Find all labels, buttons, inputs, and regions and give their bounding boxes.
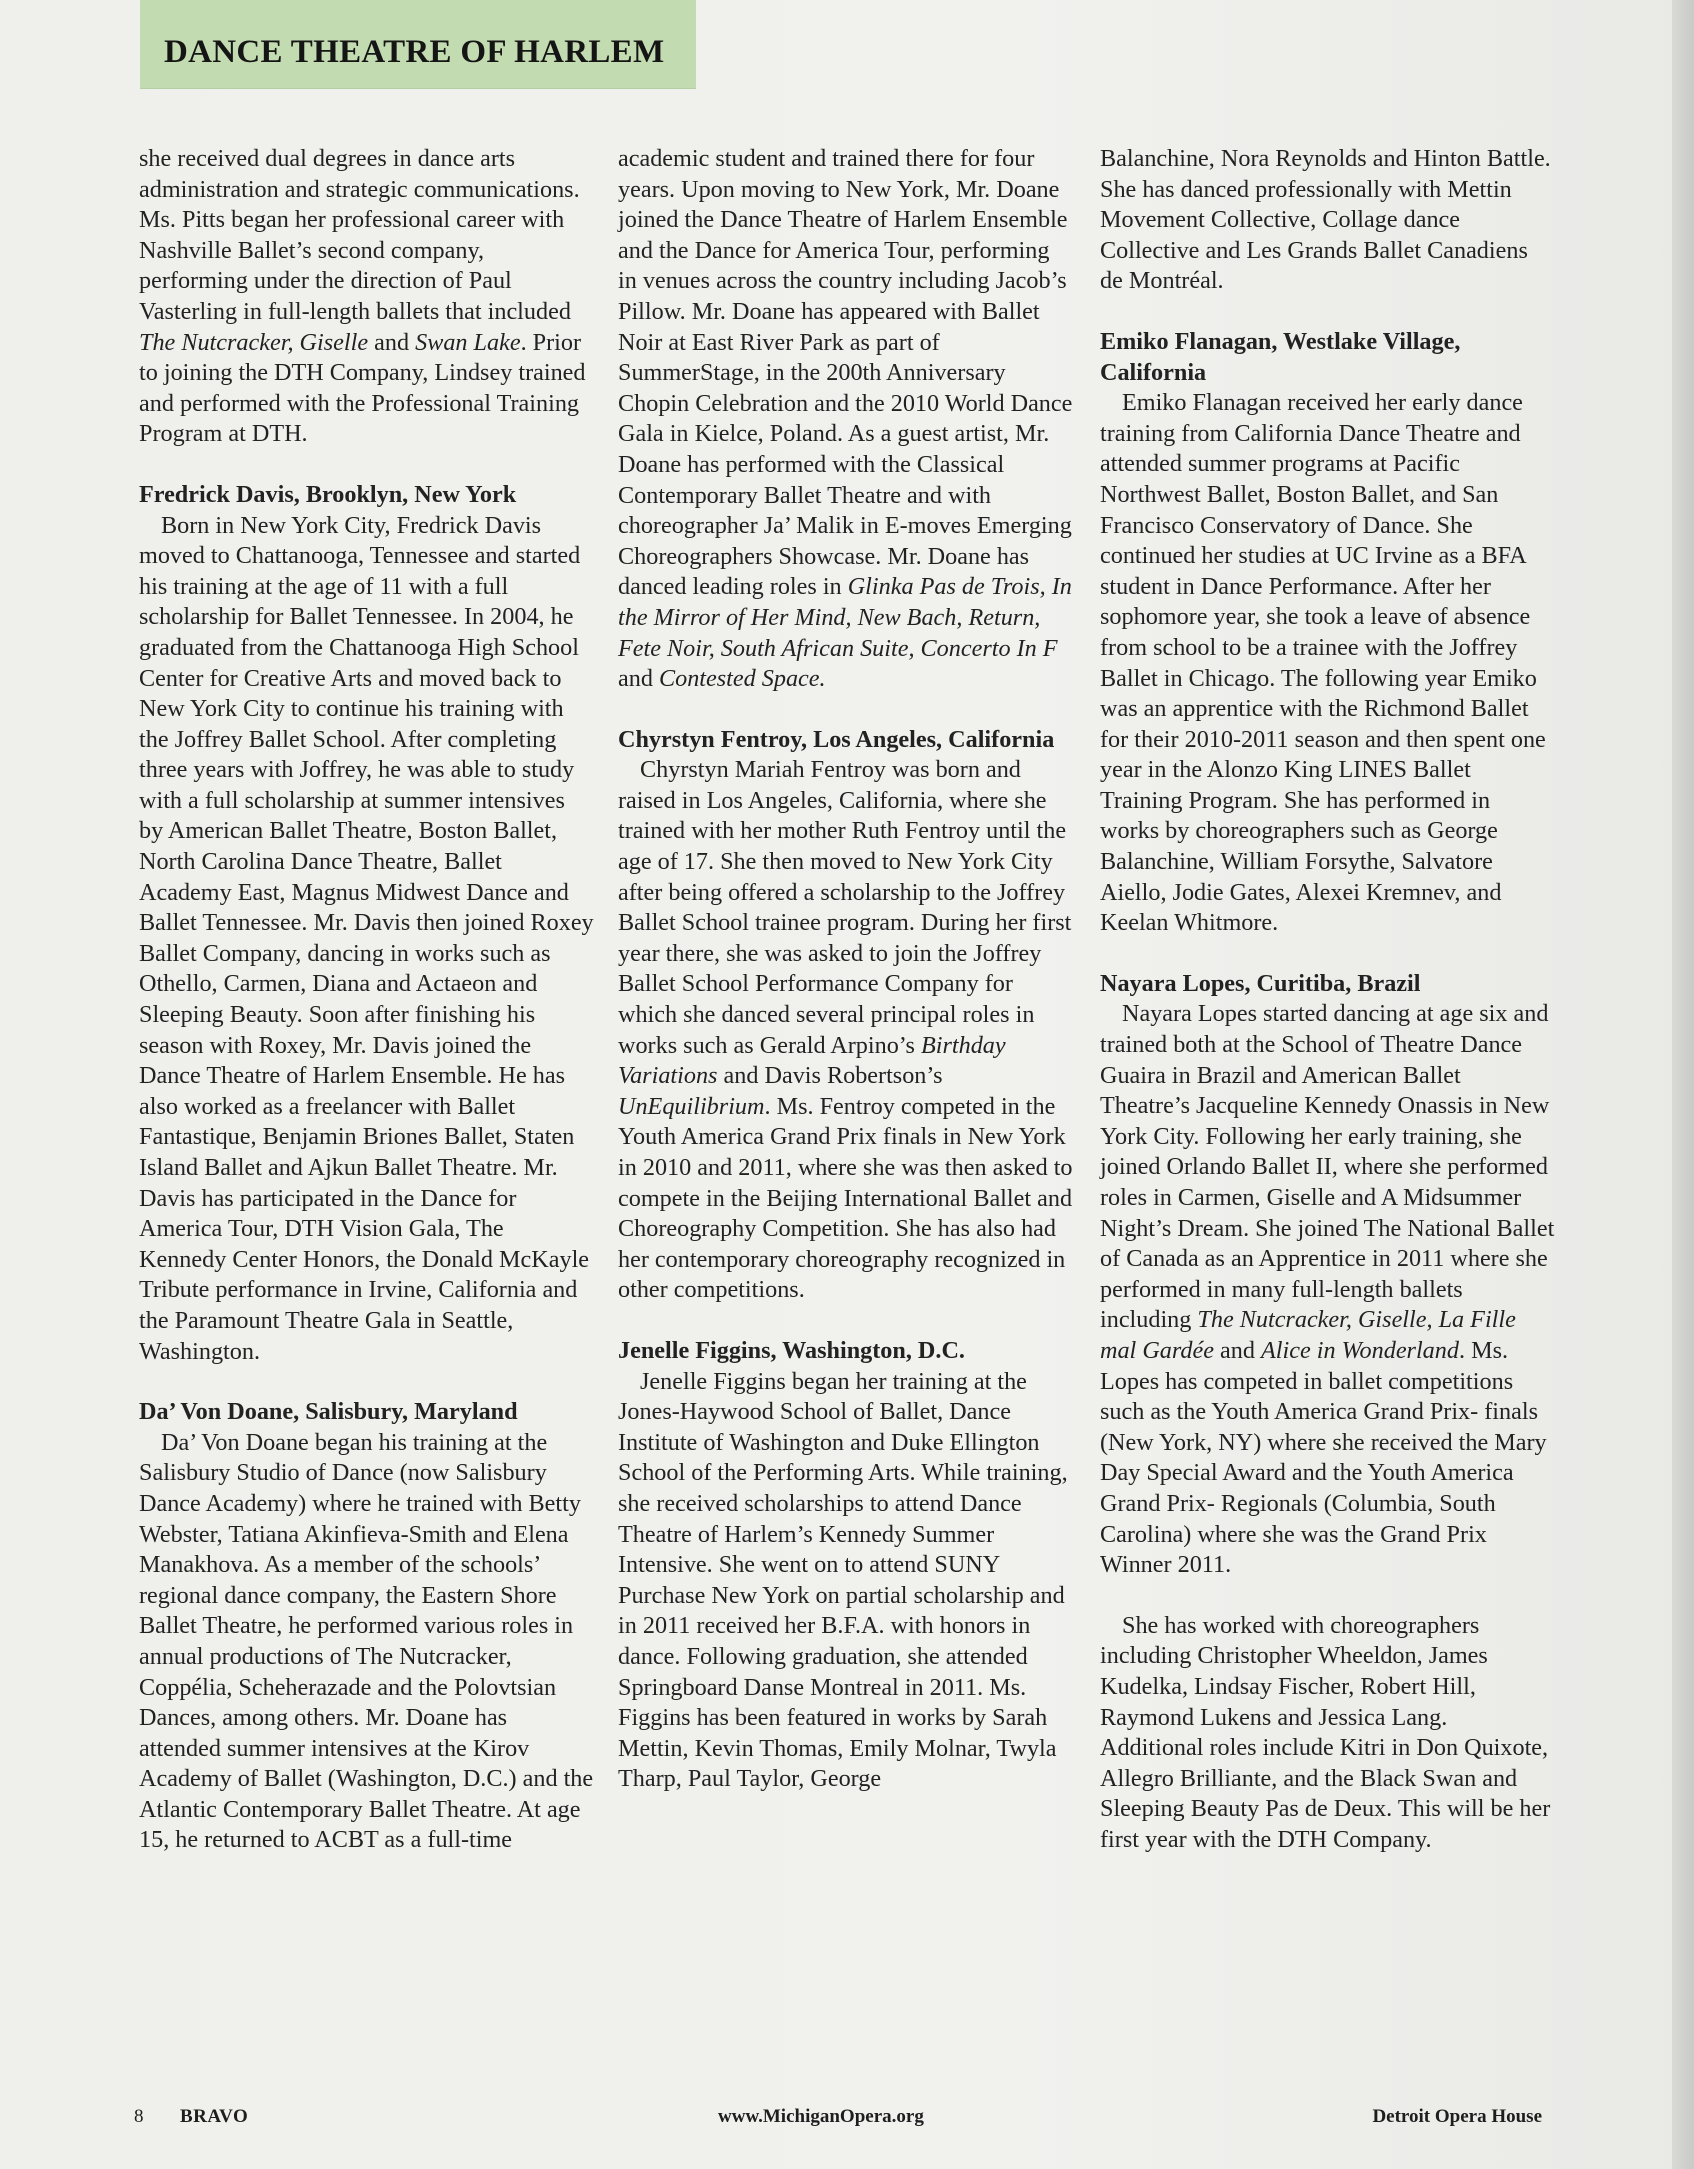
dancer-heading-lopes: Nayara Lopes, Curitiba, Brazil — [1100, 969, 1421, 997]
ballet-title: Swan Lake — [415, 328, 521, 356]
ballet-title: UnEquilibrium — [618, 1092, 765, 1120]
text: Chyrstyn Mariah Fentroy was born and raised in Los Angeles, California, where she trained with her mother Ruth Fentroy until the age of 17. She then moved to New York City after being offered a scholarship to the Joffrey Ballet School trainee program. During her first year there, she was asked to join the Joffrey Ballet School Performance Company for which she danced several principal roles in works such as Gerald Arpino’s — [618, 756, 1072, 1059]
ballet-title: Contested Space. — [658, 665, 826, 693]
text: . Ms. Fentroy competed in the Youth America Grand Prix finals in New York in 2010 and 2011, where she was then asked to compete in the Beijing International Ballet and Choreography Competition. She has also had her contemporary choreography recognized in other competitions. — [618, 1092, 1073, 1304]
ballet-title: Birthday Variations — [618, 1031, 1006, 1090]
text: . Prior to joining the DTH Company, Lindsey trained and performed with the Professional Training Program at DTH. — [139, 328, 586, 448]
section-title: DANCE THEATRE OF HARLEM — [164, 34, 665, 70]
ballet-title: The Nutcracker, Giselle — [139, 328, 369, 356]
flanagan-bio: Emiko Flanagan received her early dance training from California Dance Theatre and attended summer programs at Pacific Northwest Ballet, Boston Ballet, and San Francisco Conservatory of Dance. She continued her studies at UC Irvine as a BFA student in Dance Performance. After her sophomore year, she took a leave of absence from school to be a trainee with the Joffrey Ballet in Chicago. The following year Emiko was an apprentice with the Richmond Ballet for their 2010-2011 season and then spent one year in the Alonzo King LINES Ballet Training Program. She has performed in works by choreographers such as George Balanchine, William Forsythe, Salvatore Aiello, Jodie Gates, Alexei Kremnev, and Keelan Whitmore. — [1100, 389, 1546, 937]
venue-name: Detroit Opera House — [1372, 2106, 1542, 2127]
dancer-heading-fentroy: Chyrstyn Fentroy, Los Angeles, California — [618, 725, 1055, 753]
lopes-bio — [1100, 999, 1555, 1580]
column-3 — [1100, 144, 1555, 1855]
dancer-heading-figgins: Jenelle Figgins, Washington, D.C. — [618, 1336, 965, 1364]
text: and — [618, 665, 659, 693]
figgins-bio-continued: Balanchine, Nora Reynolds and Hinton Battle. She has danced professionally with Mettin Movement Collective, Collage dance Collective and Les Grands Ballet Canadiens de Montréal. — [1100, 145, 1551, 295]
text: and — [1213, 1336, 1262, 1364]
text: she received dual degrees in dance arts administration and strategic communications. Ms. Pitts began her professional career with Nashville Ballet’s second company, performing under the direction of Paul Vasterling in full-length ballets that included — [139, 145, 580, 325]
text: and Davis Robertson’s — [717, 1062, 943, 1090]
ballet-title: Alice in Wonderland — [1261, 1336, 1459, 1364]
davis-bio: Born in New York City, Fredrick Davis moved to Chattanooga, Tennessee and started his training at the age of 11 with a full scholarship for Ballet Tennessee. In 2004, he graduated from the Chattanooga High School Center for Creative Arts and moved back to New York City to continue his training with the Joffrey Ballet School. After completing three years with Joffrey, he was able to study with a full scholarship at summer intensives by American Ballet Theatre, Boston Ballet, North Carolina Dance Theatre, Ballet Academy East, Magnus Midwest Dance and Ballet Tennessee. Mr. Davis then joined Roxey Ballet Company, dancing in works such as Othello, Carmen, Diana and Actaeon and Sleeping Beauty. Soon after finishing his season with Roxey, Mr. Davis joined the Dance Theatre of Harlem Ensemble. He has also worked as a freelancer with Ballet Fantastique, Benjamin Briones Ballet, Staten Island Ballet and Ajkun Ballet Theatre. Mr. Davis has participated in the Dance for America Tour, DTH Vision Gala, The Kennedy Center Honors, the Donald McKayle Tribute performance in Irvine, California and the Paramount Theatre Gala in Seattle, Washington. — [139, 511, 594, 1365]
lopes-bio-2: She has worked with choreographers including Christopher Wheeldon, James Kudelka, Lindsay Fischer, Robert Hill, Raymond Lukens and Jessica Lang. Additional roles include Kitri in Don Quixote, Allegro Brilliante, and the Black Swan and Sleeping Beauty Pas de Deux. This will be her first year with the DTH Company. — [1100, 1611, 1551, 1853]
page-edge-shadow — [1672, 0, 1694, 2169]
ballet-titles: The Nutcracker, Giselle, La Fille mal Gardée — [1100, 1306, 1516, 1364]
column-2 — [618, 144, 1073, 1795]
page-footer — [0, 2106, 1694, 2136]
figgins-bio: Jenelle Figgins began her training at the Jones-Haywood School of Ballet, Dance Institute of Washington and Duke Ellington School of the Performing Arts. While training, she received scholarships to attend Dance Theatre of Harlem’s Kennedy Summer Intensive. She went on to attend SUNY Purchase New York on partial scholarship and in 2011 received her B.F.A. with honors in dance. Following graduation, she attended Springboard Danse Montreal in 2011. Ms. Figgins has been featured in works by Sarah Mettin, Kevin Thomas, Emily Molnar, Twyla Tharp, Paul Taylor, George — [618, 1367, 1068, 1793]
dancer-heading-flanagan: Emiko Flanagan, Westlake Village, California — [1100, 327, 1461, 386]
ballet-titles: Glinka Pas de Trois, In the Mirror of Her Mind, New Bach, Return, Fete Noir, South African Suite, Concerto In F — [618, 573, 1072, 662]
pitts-bio-continued — [139, 144, 594, 450]
text: academic student and trained there for four years. Upon moving to New York, Mr. Doane joined the Dance Theatre of Harlem Ensemble and the Dance for America Tour, performing in venues across the country including Jacob’s Pillow. Mr. Doane has appeared with Ballet Noir at East River Park as part of SummerStage, in the 200th Anniversary Chopin Celebration and the 2010 World Dance Gala in Kielce, Poland. As a guest artist, Mr. Doane has performed with the Classical Contemporary Ballet Theatre and with choreographer Ja’ Malik in E-moves Emerging Choreographers Showcase. Mr. Doane has danced leading roles in — [618, 145, 1073, 601]
text: . Ms. Lopes has competed in ballet competitions such as the Youth America Grand Prix- finals (New York, NY) where she received the Mary Day Special Award and the Youth America Grand Prix- Regionals (Columbia, South Carolina) where she was the Grand Prix Winner 2011. — [1100, 1336, 1547, 1579]
text: Nayara Lopes started dancing at age six and trained both at the School of Theatre Dance Guaira in Brazil and American Ballet Theatre’s Jacqueline Kennedy Onassis in New York City. Following her early training, she joined Orlando Ballet II, where she performed roles in Carmen, Giselle and A Midsummer Night’s Dream. She joined The National Ballet of Canada as an Apprentice in 2011 where she performed in many full-length ballets including — [1100, 1000, 1555, 1334]
website-url: www.MichiganOpera.org — [718, 2106, 924, 2127]
text: and — [368, 328, 416, 356]
magazine-name: BRAVO — [180, 2106, 249, 2127]
dancer-heading-doane: Da’ Von Doane, Salisbury, Maryland — [139, 1398, 518, 1426]
fentroy-bio — [618, 755, 1073, 1306]
doane-bio: Da’ Von Doane began his training at the Salisbury Studio of Dance (now Salisbury Dance Academy) where he trained with Betty Webster, Tatiana Akinfieva-Smith and Elena Manakhova. As a member of the schools’ regional dance company, the Eastern Shore Ballet Theatre, he performed various roles in annual productions of The Nutcracker, Coppélia, Scheherazade and the Polovtsian Dances, among others. Mr. Doane has attended summer intensives at the Kirov Academy of Ballet (Washington, D.C.) and the Atlantic Contemporary Ballet Theatre. At age 15, he returned to ACBT as a full-time — [139, 1428, 594, 1854]
page-number: 8 — [134, 2106, 144, 2127]
column-1 — [139, 144, 594, 1856]
doane-bio-continued — [618, 144, 1073, 695]
dancer-heading-davis: Fredrick Davis, Brooklyn, New York — [139, 480, 517, 508]
